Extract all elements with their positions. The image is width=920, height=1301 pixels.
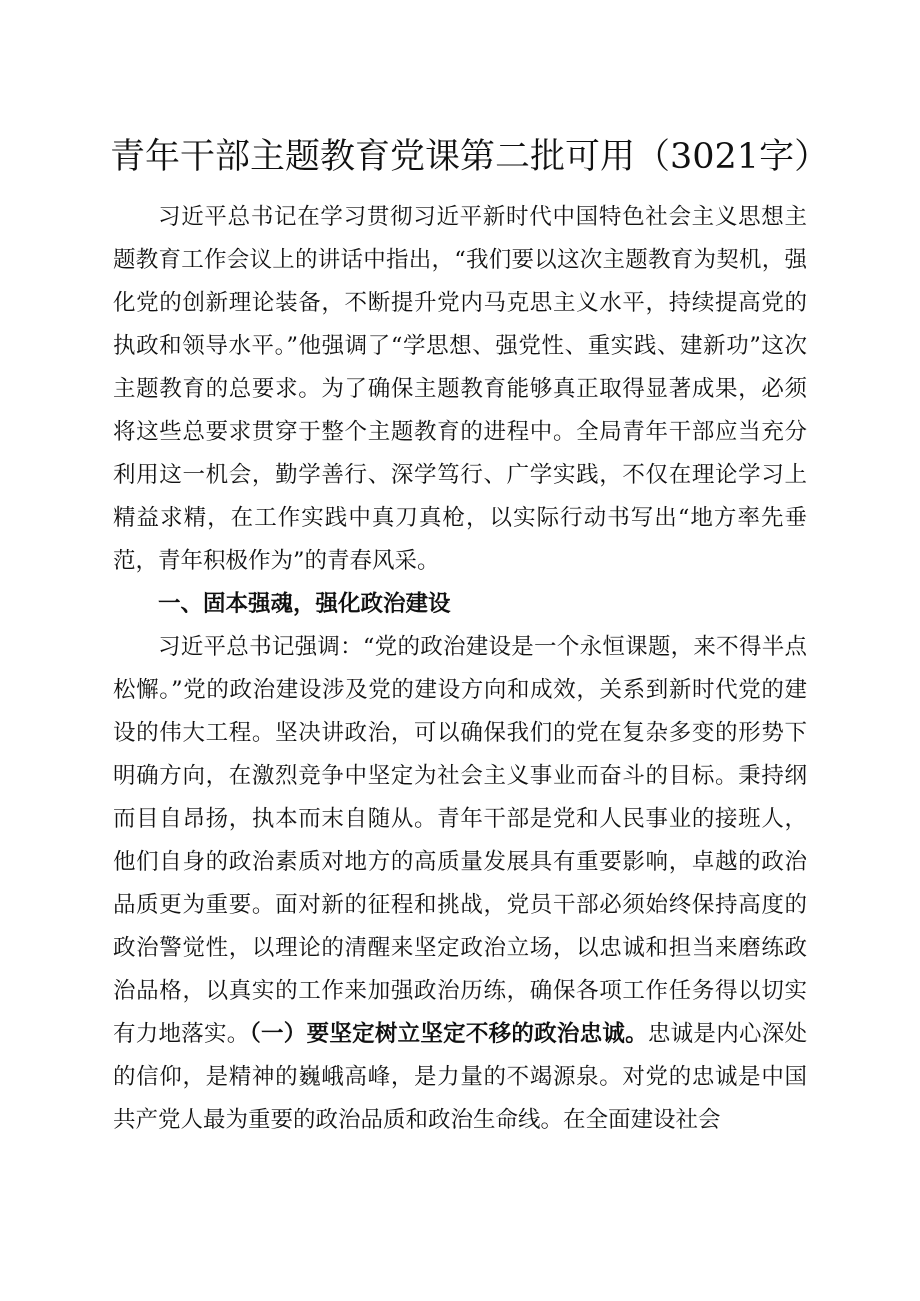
section-paragraph-continuation: 忠诚是内心深处的信仰，是精神的巍峨高峰，是力量的不竭源泉。对党的忠诚是中国共产党人最为重要的政治品质和政治生命线。在全面建设社会 (113, 1021, 807, 1133)
inline-subheading: （一）要坚定树立坚定不移的政治忠诚。 (249, 1021, 648, 1047)
section-heading: 一、固本强魂，强化政治建设 (158, 591, 451, 617)
section-paragraph (113, 626, 807, 1142)
document-title: 青年干部主题教育党课第二批可用（3021字） (110, 137, 830, 177)
intro-paragraph: 习近平总书记在学习贯彻习近平新时代中国特色社会主义思想主题教育工作会议上的讲话中指出，“我们要以这次主题教育为契机，强化党的创新理论装备，不断提升党内马克思主义水平，持续提高党的执政和领导水平。”他强调了“学思想、强党性、重实践、建新功”这次主题教育的总要求。为了确保主题教育能够真正取得显著成果，必须将这些总要求贯穿于整个主题教育的进程中。全局青年干部应当充分利用这一机会，勤学善行、深学笃行、广学实践，不仅在理论学习上精益求精，在工作实践中真刀真枪，以实际行动书写出“地方率先垂范，青年积极作为”的青春风采。 (113, 204, 807, 574)
section-paragraph-text: 习近平总书记强调：“党的政治建设是一个永恒课题，来不得半点松懈。”党的政治建设涉及党的建设方向和成效，关系到新时代党的建设的伟大工程。坚决讲政治，可以确保我们的党在复杂多变的形势下明确方向，在激烈竞争中坚定为社会主义事业而奋斗的目标。秉持纲而目自昂扬，执本而末自随从。青年干部是党和人民事业的接班人，他们自身的政治素质对地方的高质量发展具有重要影响，卓越的政治品质更为重要。面对新的征程和挑战，党员干部必须始终保持高度的政治警觉性，以理论的清醒来坚定政治立场，以忠诚和担当来磨练政治品格，以真实的工作来加强政治历练，确保各项工作任务得以切实有力地落实。 (113, 634, 807, 1047)
document-body (113, 196, 807, 1142)
